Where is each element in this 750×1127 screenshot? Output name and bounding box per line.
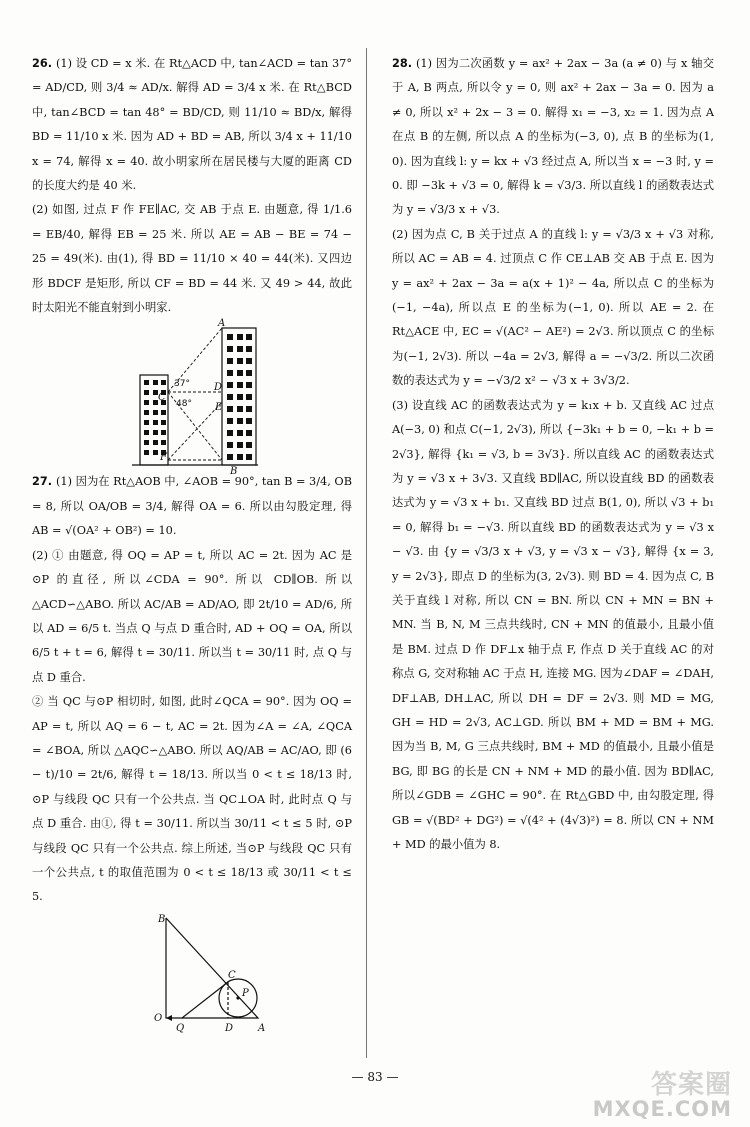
q27-part1-text: (1) 因为在 Rt△AOB 中, ∠AOB = 90°, tan B = 3/4, OB = 8, 所以 OA/OB = 3/4, 解得 OA = 6. 所以由勾股定理, 得 AB = √(OA² + OB²) = 10. (32, 475, 352, 538)
fig27-label-d: D (225, 1022, 234, 1034)
triangle-aob (166, 918, 258, 1018)
fig26-angle-37: 37° (174, 379, 190, 390)
fig26-label-d: D (214, 382, 223, 394)
fig27-label-o: O (154, 1012, 163, 1024)
left-column (32, 52, 352, 1036)
fig27-label-b: B (158, 913, 166, 925)
segment-qc (182, 982, 228, 1018)
fig26-label-a: A (218, 318, 226, 330)
q28-part1-text: (1) 因为二次函数 y = ax² + 2ax − 3a (a ≠ 0) 与 x 轴交于 A, B 两点, 所以令 y = 0, 则 ax² + 2ax − 3a = 0. 因为 a ≠ 0, 所以 x² + 2x − 3 = 0. 解得 x₁ = −3, x₂ = 1. 因为点 A 在点 B 的左侧, 所以点 A 的坐标为(−3, 0), 点 B 的坐标为(1, 0). 因为直线 l: y = kx + √3 经过点 A, 所以当 x = −3 时, y = 0. 即 −3k + √3 = 0, 解得 k = √3/3. 所以直线 l 的函数表达式为 y = √3/3 x + √3. (392, 57, 714, 217)
q27-number: 27. (32, 475, 53, 489)
figure-26-buildings (32, 318, 352, 478)
fig27-label-c: C (228, 969, 236, 981)
right-building-windows (227, 334, 252, 460)
q28-number: 28. (392, 57, 413, 70)
q28-part2: (2) 因为点 C, B 关于过点 A 的直线 l: y = √3/3 x + √3 对称, 所以 AC = AB = 4. 过顶点 C 作 CE⊥AB 交 AB 于点 E. 因为 y = ax² + 2ax − 3a = a(x + 1)² − 4a, 所以点 C 的坐标为(−1, −4a), 所以点 E 的坐标为(−1, 0). 所以 AE = 2. 在 Rt△ACE 中, EC = √(AC² − AE²) = 2√3. 所以顶点 C 的坐标为(−1, 2√3). 所以 −4a = 2√3, 解得 a = −√3/2. 所以二次函数的表达式为 y = −√3/2 x² − √3 x + 3√3/2. (392, 227, 714, 388)
sight-lines (168, 328, 222, 460)
figure-27-triangle (32, 910, 352, 1036)
fig26-label-f: F (160, 452, 167, 464)
column-divider (366, 48, 367, 1058)
watermark-title: 答案圈 (650, 1070, 732, 1100)
fig26-angle-48: 48° (176, 399, 192, 410)
fig26-label-c: C (158, 392, 166, 404)
q26-number: 26. (32, 57, 53, 70)
q28-part1 (392, 52, 714, 223)
q27-part2: (2) ① 由题意, 得 OQ = AP = t, 所以 AC = 2t. 因为 AC 是⊙P 的直径, 所以∠CDA = 90°. 所以 CD∥OB. 所以 △ACD∽△ABO. 所以 AC/AB = AD/AO, 即 2t/10 = AD/6, 所以 AD = 6/5 t. 当点 Q 与点 D 重合时, AD + OQ = OA, 所以 6/5 t + t = 6, 解得 t = 30/11. 所以当 t = 30/11 时, 点 Q 与点 D 重合. (32, 548, 352, 684)
fig27-label-q: Q (176, 1022, 185, 1034)
page-number: — 83 — (351, 1070, 399, 1084)
watermark-site: MXQE.COM (592, 1097, 732, 1121)
watermark-logo (592, 1070, 732, 1121)
arrow-o (166, 1015, 172, 1021)
right-column (392, 52, 714, 857)
fig26-label-b: B (230, 466, 238, 478)
q26-part1 (32, 52, 352, 198)
q27-part3: ② 当 QC 与⊙P 相切时, 如图, 此时∠QCA = 90°. 因为 OQ = AP = t, 所以 AQ = 6 − t, AC = 2t. 因为∠A = ∠A, ∠QCA = ∠BOA, 所以 △AQC∽△ABO. 所以 AQ/AB = AC/AO, 即 (6 − t)/10 = 2t/6, 解得 t = 18/13. 所以当 0 < t ≤ 18/13 时, ⊙P 与线段 QC 只有一个公共点. 当 QC⊥OA 时, 此时点 Q 与点 D 重合. 由①, 得 t = 30/11. 所以当 30/11 < t ≤ 5 时, ⊙P 与线段 QC 只有一个公共点. 综上所述, 当⊙P 与线段 QC 只有一个公共点, t 的取值范围为 0 < t ≤ 18/13 或 30/11 < t ≤ 5. (32, 695, 352, 904)
q26-part1-text: (1) 设 CD = x 米. 在 Rt△ACD 中, tan∠ACD = tan 37° = AD/CD, 则 3/4 ≈ AD/x. 解得 AD = 3/4 x 米. 在 Rt△BCD 中, tan∠BCD = tan 48° = BD/CD, 则 11/10 ≈ BD/x, 解得 BD = 11/10 x 米. 因为 AD + BD = AB, 所以 3/4 x + 11/10 x = 74, 解得 x = 40. 故小明家所在居民楼与大厦的距离 CD 的长度大约是 40 米. (32, 57, 352, 193)
q26-part2: (2) 如图, 过点 F 作 FE∥AC, 交 AB 于点 E. 由题意, 得 1/1.6 = EB/40, 解得 EB = 25 米. 所以 AE = AB − BE = 74 − 25 = 49(米). 由(1), 得 BD = 11/10 × 40 = 44(米). 又四边形 BDCF 是矩形, 所以 CF = BD = 44 米. 又 49 > 44, 故此时太阳光不能直射到小明家. (32, 203, 352, 315)
q28-part3: (3) 设直线 AC 的函数表达式为 y = k₁x + b. 又直线 AC 过点 A(−3, 0) 和点 C(−1, 2√3), 所以 {−3k₁ + b = 0, −k₁ + b = 2√3}, 解得 {k₁ = √3, b = 3√3}. 所以直线 AC 的函数表达式为 y = √3 x + 3√3. 又直线 BD∥AC, 所以设直线 BD 的函数表达式为 y = √3 x + b₁. 又直线 BD 过点 B(1, 0), 所以 √3 + b₁ = 0, 解得 b₁ = −√3. 所以直线 BD 的函数表达式为 y = √3 x − √3. 由 {y = √3/3 x + √3, y = √3 x − √3}, 解得 {x = 3, y = 2√3}, 即点 D 的坐标为(3, 2√3). 则 BD = 4. 因为点 C, B 关于直线 l 对称, 所以 CN = BN. 所以 CN + MN = BN + MN. 当 B, N, M 三点共线时, CN + MN 的值最小, 且最小值是 BM. 过点 D 作 DF⊥x 轴于点 F, 作点 D 关于直线 AC 的对称点 G, 交对称轴 AC 于点 H, 连接 MG. 因为∠DAF = ∠DAH, DF⊥AB, DH⊥AC, 所以 DH = DF = 2√3. 则 MD = MG, GH = HD = 2√3, AC⊥GD. 所以 BM + MD = BM + MG. 因为当 B, M, G 三点共线时, BM + MD 的值最小, 且最小值是 BG, 即 BG 的长是 CN + NM + MD 的最小值. 因为 BD∥AC, 所以∠GDB = ∠GHC = 90°. 在 Rt△GBD 中, 由勾股定理, 得 GB = √(BD² + DG²) = √(4² + (4√3)²) = 8. 所以 CN + NM + MD 的最小值为 8. (392, 398, 714, 851)
fig27-label-p: P (242, 987, 249, 999)
fig26-label-e: E (215, 402, 223, 414)
fig27-label-a: A (258, 1022, 266, 1034)
center-p (236, 996, 239, 999)
q27-part1 (32, 470, 352, 543)
